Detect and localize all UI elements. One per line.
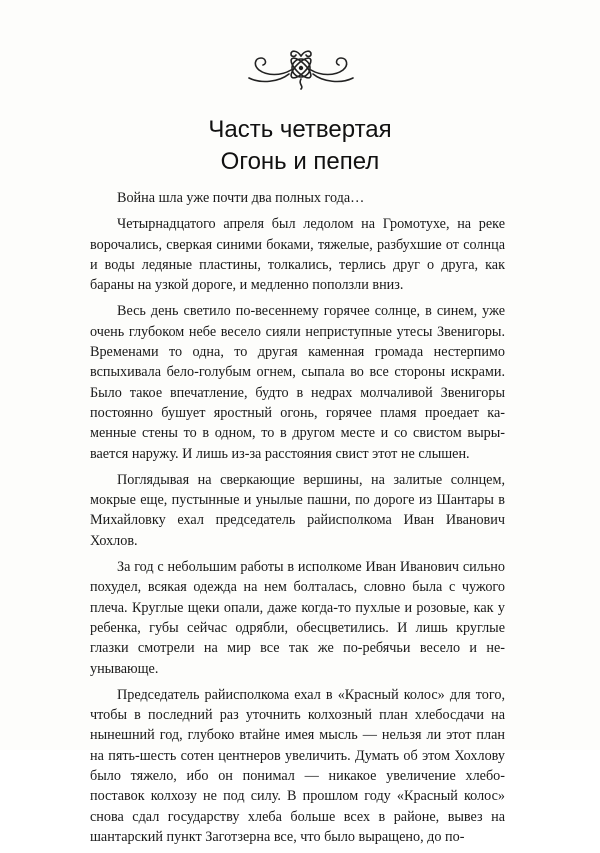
paragraph: Поглядывая на сверкающие вершины, на залитые солнцем, мокрые еще, пустынные и унылые пашни, по дороге из Шантары в Михайловку ехал председатель райисполкома Иван Иванович Хохлов.	[90, 471, 505, 549]
paragraph: Весь день светило по-весеннему горячее солнце, в синем, уже очень глубоком небе весело сияли неприступные утесы Звенигоры. Временами то одна, то другая каменная громада нестерпимо вспыхивала бело-голубым огнем, сыпала во все стороны искрами. Было такое впечатление, будто в недрах молчаливой Звенигоры постоянно бушует яростный огонь, горячее пламя проедает каменные стены то в одном, то в другом месте и со свистом вырывается наружу. И лишь из-за расстояния свист этот не слышен.	[90, 303, 505, 462]
paragraph: За год с небольшим работы в исполкоме Иван Иванович сильно похудел, всякая одежда на нем болталась, словно была с чужого плеча. Круглые щеки опали, даже когда-то пухлые и розовые, как у ребенка, губы сейчас одрябли, обесцветились. И лишь круглые глазки смотрели на мир все так же по-ребячьи весело и неунывающе.	[90, 559, 505, 677]
body-text	[90, 188, 505, 853]
paragraph: Война шла уже почти два полных года…	[117, 190, 365, 206]
decorative-ornament	[245, 44, 357, 90]
chapter-heading-line-1: Часть четвертая	[208, 116, 392, 143]
paragraph: Председатель райисполкома ехал в «Красный колос» для того, чтобы в последний раз уточнить колхозный план хлебосдачи на нынешний год, глубоко втайне имея мысль — нельзя ли этот план на пять-шесть сотен центнеров увеличить. Думать об этом Хохлову было тяжело, ибо он понимал — никакое увеличение хлебопоставок колхозу не под силу. В прошлом году «Красный колос» снова сдал государству хлеба больше всех в районе, вывез на шантарский пункт Заготзерна все, что было выращено, до по-	[90, 686, 505, 845]
paragraph: Четырнадцатого апреля был ледолом на Громотухе, на реке ворочались, сверкая синими боками, тяжелые, разбухшие от солнца и воды ледяные пластины, толкались, терлись друг о друга, как бараны на узкой дороге, и медленно поползли вниз.	[90, 216, 505, 294]
chapter-heading-line-2: Огонь и пепел	[220, 148, 380, 175]
